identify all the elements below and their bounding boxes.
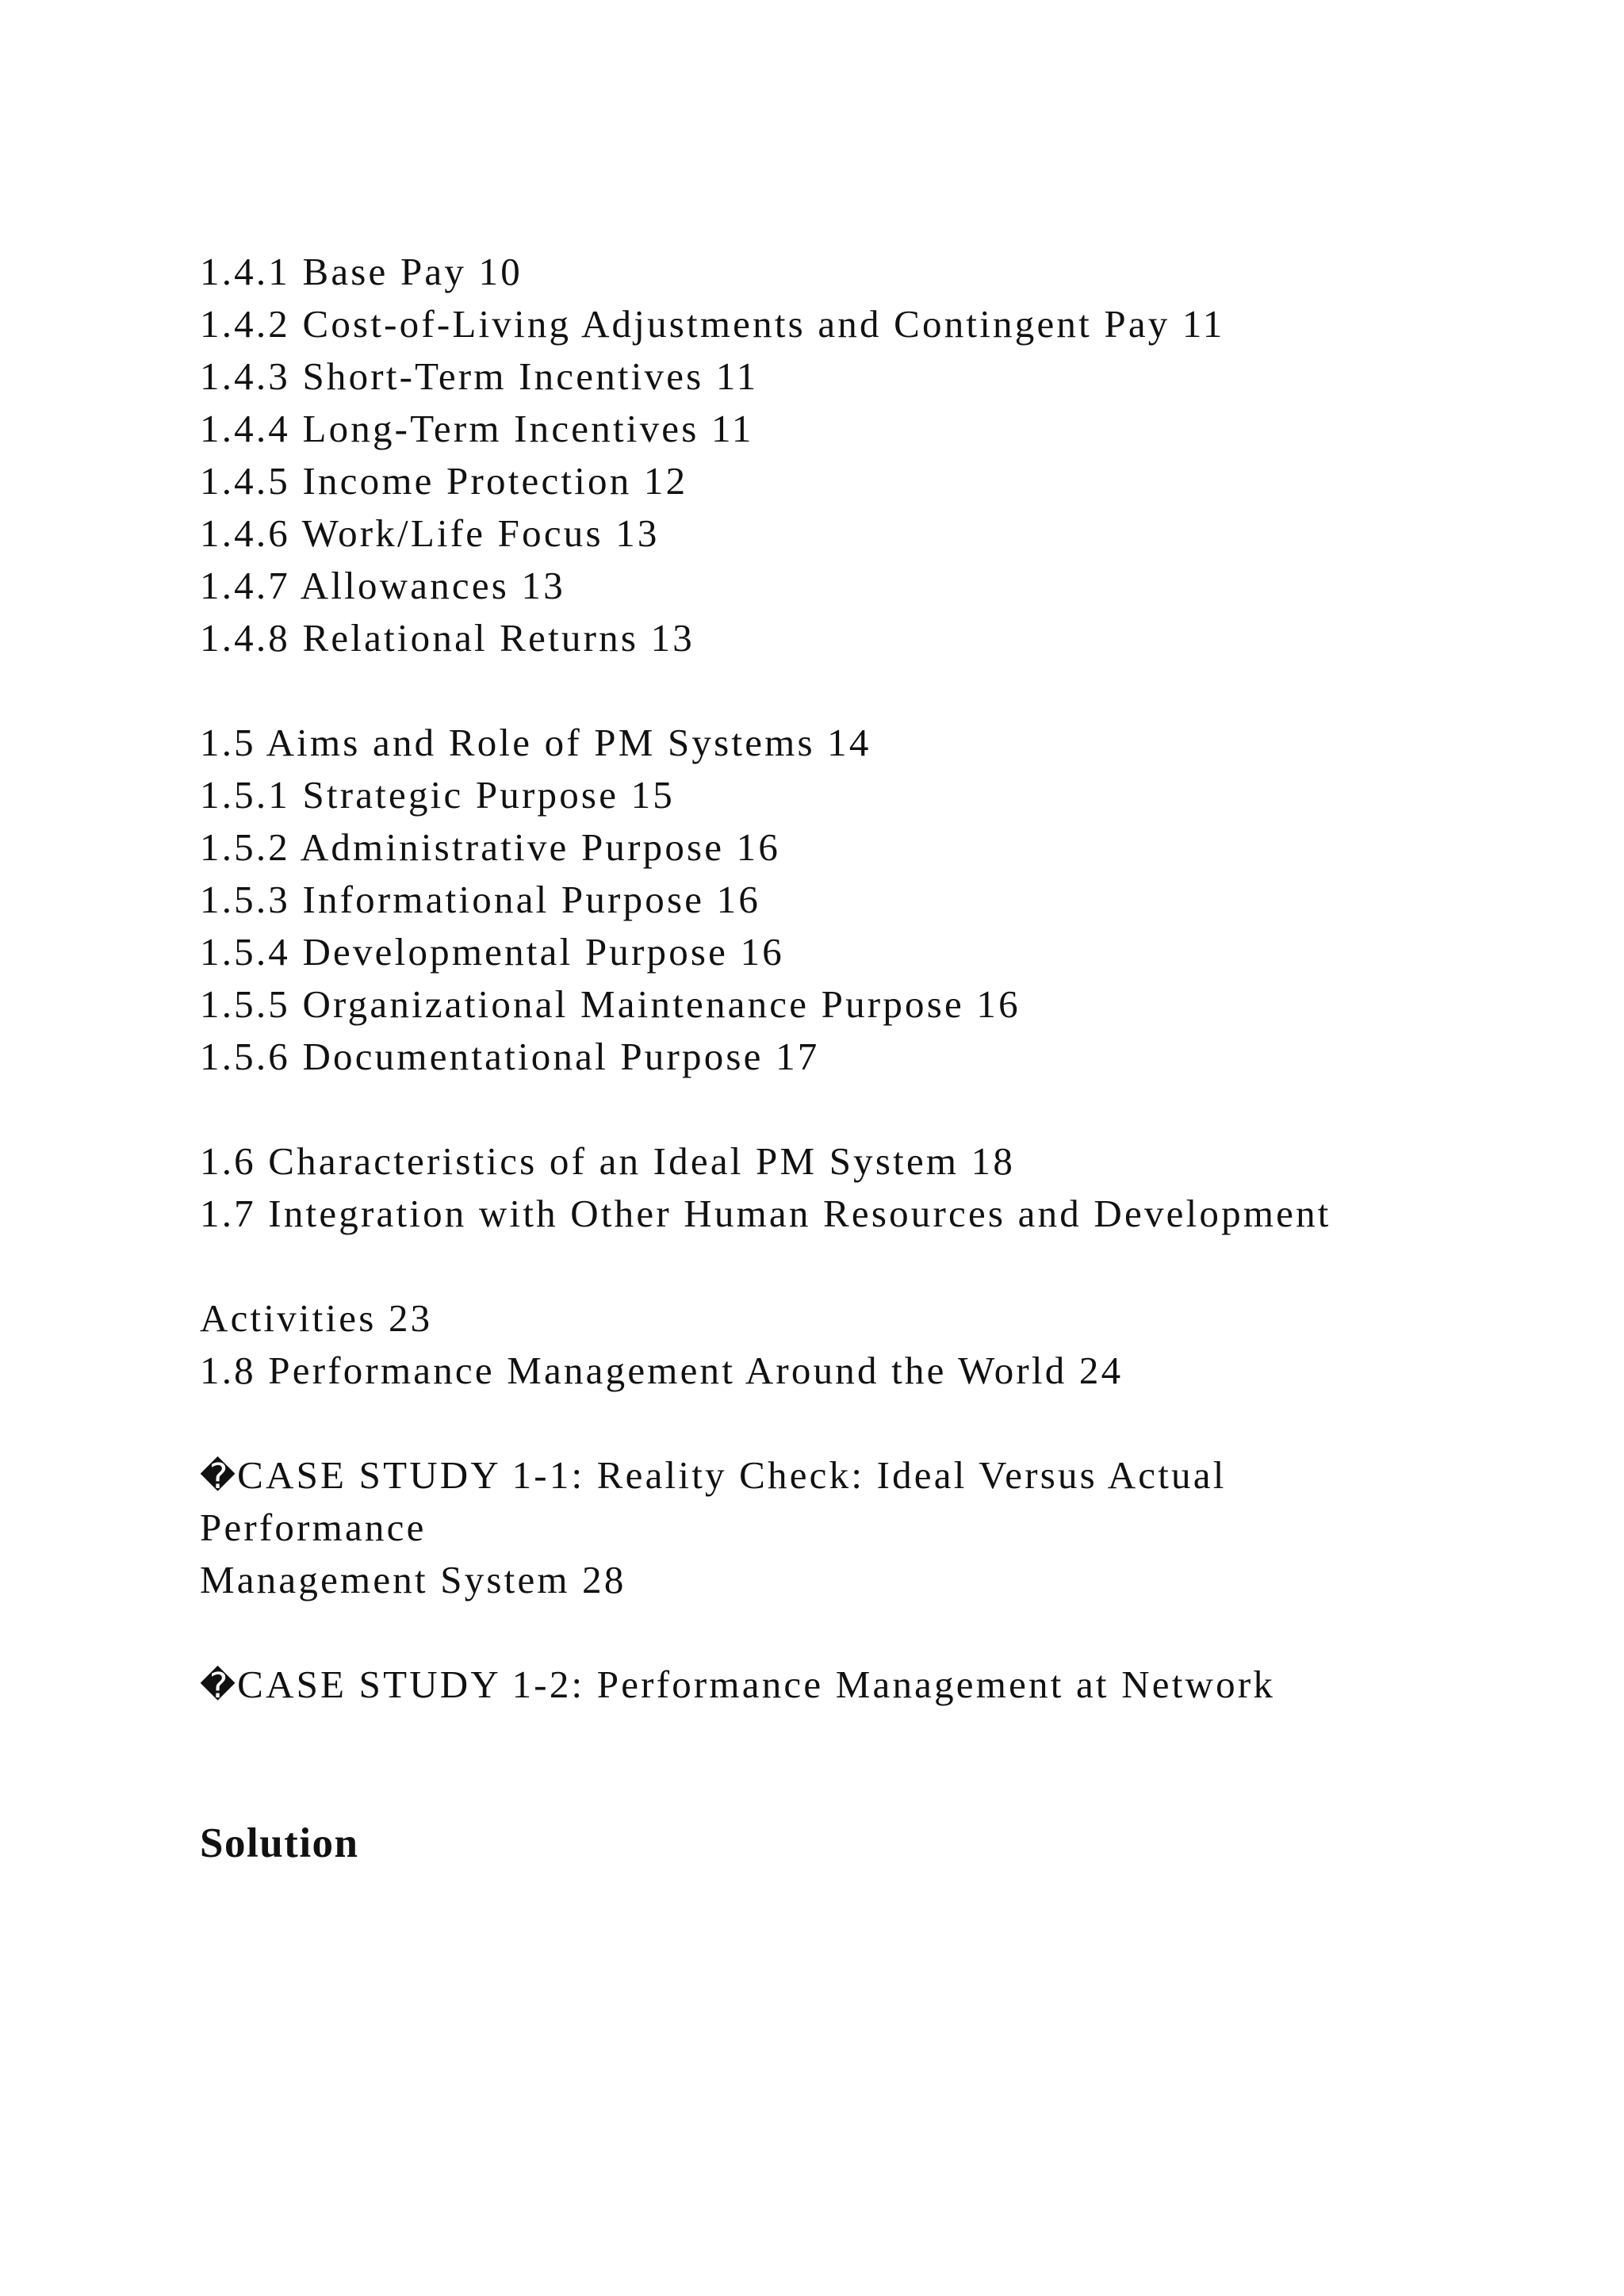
toc-entry: 1.4.3 Short-Term Incentives 11 (200, 354, 759, 398)
toc-entry: 1.8 Performance Management Around the World 24 (200, 1349, 1124, 1392)
toc-entry: 1.5.2 Administrative Purpose 16 (200, 825, 781, 869)
toc-group-1-6-1-7 (200, 1135, 1548, 1240)
toc-entry: 1.5.3 Informational Purpose 16 (200, 878, 761, 921)
spacer (200, 664, 1548, 717)
case-study-title (200, 1449, 1548, 1502)
toc-entry: 1.4.6 Work/Life Focus 13 (200, 511, 660, 555)
spacer (200, 1397, 1548, 1449)
toc-entry: 1.4.7 Allowances 13 (200, 564, 565, 607)
case-study-2 (200, 1659, 1548, 1711)
spacer (200, 1083, 1548, 1135)
toc-entry: 1.4.4 Long-Term Incentives 11 (200, 407, 754, 450)
case-study-text: CASE STUDY 1-1: Reality Check: Ideal Versus Actual (237, 1453, 1227, 1497)
case-study-1 (200, 1449, 1548, 1606)
case-study-text: Management System 28 (200, 1558, 626, 1601)
case-study-text: CASE STUDY 1-2: Performance Management at Network (237, 1663, 1276, 1706)
toc-entry: 1.4.1 Base Pay 10 (200, 250, 523, 293)
table-of-contents (200, 246, 1548, 1871)
toc-entry: 1.5.1 Strategic Purpose 15 (200, 773, 675, 817)
replacement-char-icon: � (200, 1666, 236, 1706)
toc-entry: 1.5.5 Organizational Maintenance Purpose 16 (200, 982, 1021, 1026)
toc-entry: 1.4.2 Cost-of-Living Adjustments and Contingent Pay 11 (200, 302, 1225, 346)
solution-heading: Solution (200, 1820, 359, 1866)
toc-group-activities (200, 1292, 1548, 1397)
spacer (200, 1240, 1548, 1292)
replacement-char-icon: � (200, 1456, 236, 1497)
case-study-title (200, 1659, 1548, 1711)
toc-entry: 1.5 Aims and Role of PM Systems 14 (200, 721, 871, 764)
toc-entry: 1.4.8 Relational Returns 13 (200, 616, 695, 660)
case-study-text: Performance (200, 1506, 427, 1549)
spacer (200, 1606, 1548, 1659)
toc-entry: 1.5.4 Developmental Purpose 16 (200, 930, 784, 974)
toc-entry: 1.5.6 Documentational Purpose 17 (200, 1035, 820, 1078)
toc-entry: 1.7 Integration with Other Human Resources and Development (200, 1192, 1331, 1235)
toc-entry: 1.6 Characteristics of an Ideal PM System 18 (200, 1139, 1016, 1183)
toc-group-1-4 (200, 246, 1548, 664)
toc-entry: 1.4.5 Income Protection 12 (200, 459, 688, 503)
toc-entry: Activities 23 (200, 1296, 433, 1340)
toc-group-1-5 (200, 717, 1548, 1083)
spacer (200, 1711, 1548, 1816)
